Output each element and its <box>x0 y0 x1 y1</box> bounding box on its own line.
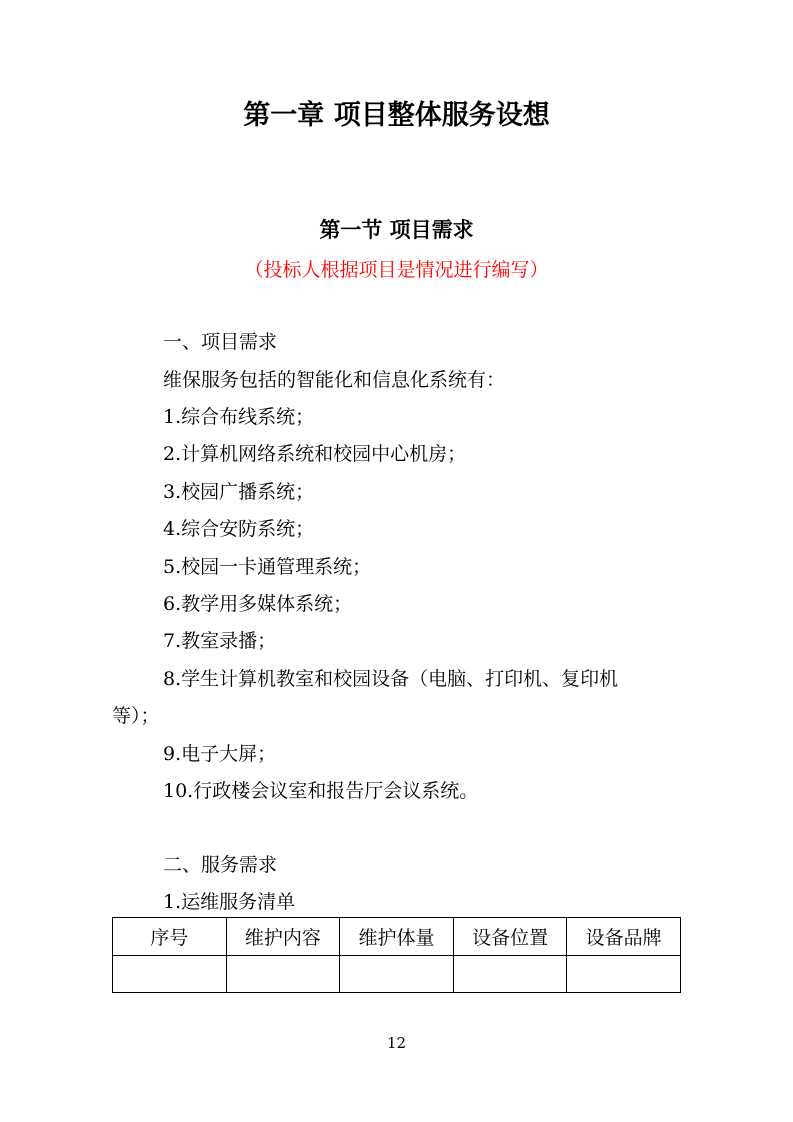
chapter-title: 第一章 项目整体服务设想 <box>243 100 550 131</box>
list-item: 4.综合安防系统； <box>163 518 315 540</box>
part2-subheading: 1.运维服务清单 <box>163 891 296 913</box>
table-header-row <box>113 918 681 956</box>
list-item: 7.教室录播； <box>163 630 277 652</box>
list-item: 8.学生计算机教室和校园设备（电脑、打印机、复印机 <box>163 668 619 690</box>
list-item: 6.教学用多媒体系统； <box>163 593 353 615</box>
part1-intro: 维保服务包括的智能化和信息化系统有： <box>163 369 506 391</box>
table-cell <box>567 956 681 993</box>
table-cell <box>453 956 567 993</box>
part1-heading: 一、项目需求 <box>163 331 278 353</box>
section-note: （投标人根据项目是情况进行编写） <box>244 259 549 281</box>
table-header-cell: 设备位置 <box>453 918 567 956</box>
page-number: 12 <box>386 1034 407 1052</box>
list-item: 3.校园广播系统； <box>163 481 315 503</box>
table-cell <box>113 956 227 993</box>
service-list-table <box>112 917 681 993</box>
table-header-cell: 维护内容 <box>226 918 340 956</box>
part2-heading: 二、服务需求 <box>163 854 278 876</box>
list-item: 1.综合布线系统； <box>163 406 315 428</box>
table-cell <box>226 956 340 993</box>
list-item: 10.行政楼会议室和报告厅会议系统。 <box>163 780 479 802</box>
table-header-cell: 维护体量 <box>340 918 454 956</box>
list-item: 9.电子大屏； <box>163 743 277 765</box>
table-header-cell: 设备品牌 <box>567 918 681 956</box>
table-cell <box>340 956 454 993</box>
table-header-cell: 序号 <box>113 918 227 956</box>
list-item: 2.计算机网络系统和校园中心机房； <box>163 443 467 465</box>
section-title: 第一节 项目需求 <box>319 218 474 242</box>
list-item-continuation: 等）； <box>112 705 160 727</box>
table-row <box>113 956 681 993</box>
list-item: 5.校园一卡通管理系统； <box>163 556 372 578</box>
